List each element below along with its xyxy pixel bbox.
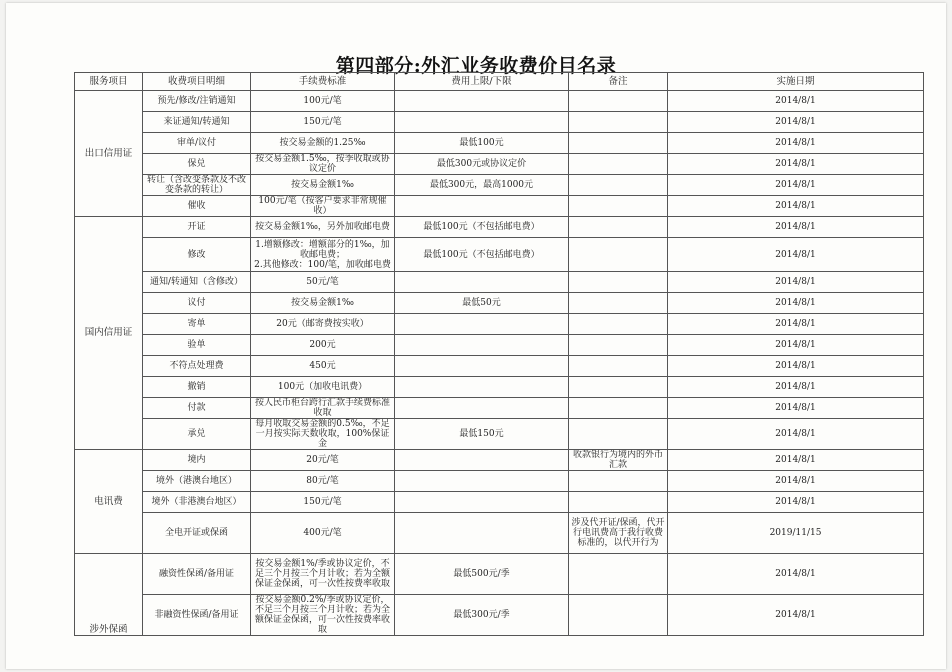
- date-cell: 2014/8/1: [668, 238, 924, 272]
- item-cell: 境外（非港澳台地区）: [143, 492, 251, 513]
- note-cell: [569, 238, 668, 272]
- standard-cell: 450元: [251, 356, 395, 377]
- item-cell: 不符点处理费: [143, 356, 251, 377]
- table-row: [75, 419, 924, 450]
- table-row: [75, 196, 924, 217]
- limit-cell: 最低300元/季: [395, 595, 569, 636]
- standard-cell: 150元/笔: [251, 492, 395, 513]
- date-cell: 2014/8/1: [668, 154, 924, 175]
- limit-cell: [395, 335, 569, 356]
- standard-cell: 按交易金额的1.25‰: [251, 133, 395, 154]
- limit-cell: [395, 356, 569, 377]
- note-cell: [569, 196, 668, 217]
- date-cell: 2014/8/1: [668, 377, 924, 398]
- table-row: [75, 356, 924, 377]
- note-cell: [569, 293, 668, 314]
- header-date: 实施日期: [668, 73, 924, 91]
- limit-cell: [395, 112, 569, 133]
- date-cell: 2019/11/15: [668, 513, 924, 554]
- header-item: 收费项目明细: [143, 73, 251, 91]
- standard-cell: 100元（加收电讯费）: [251, 377, 395, 398]
- limit-cell: [395, 471, 569, 492]
- table-row: [75, 133, 924, 154]
- service-cell: 电讯费: [75, 450, 143, 554]
- note-cell: [569, 91, 668, 112]
- limit-cell: 最低100元（不包括邮电费）: [395, 217, 569, 238]
- item-cell: 来证通知/转通知: [143, 112, 251, 133]
- date-cell: 2014/8/1: [668, 450, 924, 471]
- standard-cell: 80元/笔: [251, 471, 395, 492]
- header-limit: 费用上限/下限: [395, 73, 569, 91]
- standard-cell: 按交易金额1‰，另外加收邮电费: [251, 217, 395, 238]
- note-cell: [569, 554, 668, 595]
- limit-cell: [395, 450, 569, 471]
- limit-cell: [395, 377, 569, 398]
- service-cell: 涉外保函: [75, 554, 143, 636]
- item-cell: 预先/修改/注销通知: [143, 91, 251, 112]
- item-cell: 境内: [143, 450, 251, 471]
- standard-cell: 100元/笔（按客户要求非常规催收）: [251, 196, 395, 217]
- date-cell: 2014/8/1: [668, 554, 924, 595]
- standard-cell: 200元: [251, 335, 395, 356]
- item-cell: 修改: [143, 238, 251, 272]
- item-cell: 撤销: [143, 377, 251, 398]
- date-cell: 2014/8/1: [668, 595, 924, 636]
- limit-cell: [395, 91, 569, 112]
- limit-cell: [395, 513, 569, 554]
- date-cell: 2014/8/1: [668, 293, 924, 314]
- date-cell: 2014/8/1: [668, 492, 924, 513]
- table-row: [75, 272, 924, 293]
- item-cell: 付款: [143, 398, 251, 419]
- standard-cell: 20元（邮寄费按实收）: [251, 314, 395, 335]
- item-cell: 融资性保函/备用证: [143, 554, 251, 595]
- note-cell: [569, 154, 668, 175]
- table-row: [75, 377, 924, 398]
- note-cell: [569, 419, 668, 450]
- item-cell: 催收: [143, 196, 251, 217]
- limit-cell: [395, 272, 569, 293]
- date-cell: 2014/8/1: [668, 133, 924, 154]
- standard-cell: 每月收取交易金额的0.5‰，不足一月按实际天数收取，100%保证金: [251, 419, 395, 450]
- item-cell: 保兑: [143, 154, 251, 175]
- date-cell: 2014/8/1: [668, 314, 924, 335]
- note-cell: [569, 377, 668, 398]
- note-cell: [569, 133, 668, 154]
- date-cell: 2014/8/1: [668, 272, 924, 293]
- note-cell: [569, 398, 668, 419]
- date-cell: 2014/8/1: [668, 91, 924, 112]
- table-row: [75, 293, 924, 314]
- standard-cell: 20元/笔: [251, 450, 395, 471]
- note-cell: 收款银行为境内的外币汇款: [569, 450, 668, 471]
- standard-cell: 400元/笔: [251, 513, 395, 554]
- header-service: 服务项目: [75, 73, 143, 91]
- note-cell: [569, 314, 668, 335]
- note-cell: [569, 217, 668, 238]
- limit-cell: 最低50元: [395, 293, 569, 314]
- item-cell: 议付: [143, 293, 251, 314]
- item-cell: 全电开证或保函: [143, 513, 251, 554]
- service-cell: 出口信用证: [75, 91, 143, 217]
- item-cell: 非融资性保函/备用证: [143, 595, 251, 636]
- item-cell: 承兑: [143, 419, 251, 450]
- standard-cell: 100元/笔: [251, 91, 395, 112]
- document-title: 第四部分:外汇业务收费价目名录: [335, 55, 617, 77]
- table-header-row: [75, 73, 924, 91]
- note-cell: 涉及代开证/保函，代开行电讯费高于我行收费标准的，以代开行为: [569, 513, 668, 554]
- note-cell: [569, 356, 668, 377]
- limit-cell: [395, 398, 569, 419]
- standard-cell: 按交易金额1‰: [251, 293, 395, 314]
- note-cell: [569, 175, 668, 196]
- date-cell: 2014/8/1: [668, 419, 924, 450]
- header-standard: 手续费标准: [251, 73, 395, 91]
- standard-cell: 按交易金额0.2%/季或协议定价，不足三个月按三个月计收；若为全额保证金保函，可一次性按费率收取: [251, 595, 395, 636]
- date-cell: 2014/8/1: [668, 398, 924, 419]
- date-cell: 2014/8/1: [668, 196, 924, 217]
- item-cell: 通知/转通知（含修改）: [143, 272, 251, 293]
- standard-cell: 按交易金额1%/季或协议定价，不足三个月按三个月计收；若为全额保证金保函，可一次性按费率收取: [251, 554, 395, 595]
- item-cell: 开证: [143, 217, 251, 238]
- limit-cell: 最低100元: [395, 133, 569, 154]
- standard-cell: 按交易金额1‰: [251, 175, 395, 196]
- limit-cell: [395, 314, 569, 335]
- standard-cell: 150元/笔: [251, 112, 395, 133]
- date-cell: 2014/8/1: [668, 356, 924, 377]
- table-row: [75, 238, 924, 272]
- table-row: [75, 335, 924, 356]
- note-cell: [569, 492, 668, 513]
- date-cell: 2014/8/1: [668, 335, 924, 356]
- fee-table: [74, 72, 924, 636]
- limit-cell: 最低100元（不包括邮电费）: [395, 238, 569, 272]
- item-cell: 审单/议付: [143, 133, 251, 154]
- note-cell: [569, 112, 668, 133]
- item-cell: 转让（含改变条款及不改变条款的转让）: [143, 175, 251, 196]
- table-row: [75, 175, 924, 196]
- limit-cell: 最低150元: [395, 419, 569, 450]
- table-row: [75, 492, 924, 513]
- item-cell: 境外（港澳台地区）: [143, 471, 251, 492]
- table-row: [75, 112, 924, 133]
- date-cell: 2014/8/1: [668, 112, 924, 133]
- limit-cell: [395, 492, 569, 513]
- table-row: [75, 91, 924, 112]
- limit-cell: 最低300元或协议定价: [395, 154, 569, 175]
- table-row: [75, 450, 924, 471]
- table-row: [75, 217, 924, 238]
- note-cell: [569, 471, 668, 492]
- table-row: [75, 154, 924, 175]
- date-cell: 2014/8/1: [668, 175, 924, 196]
- date-cell: 2014/8/1: [668, 217, 924, 238]
- table-row: [75, 513, 924, 554]
- limit-cell: [395, 196, 569, 217]
- note-cell: [569, 272, 668, 293]
- item-cell: 验单: [143, 335, 251, 356]
- limit-cell: 最低300元，最高1000元: [395, 175, 569, 196]
- table-row: [75, 314, 924, 335]
- note-cell: [569, 595, 668, 636]
- document-page: [6, 3, 946, 669]
- standard-cell: 50元/笔: [251, 272, 395, 293]
- standard-cell: 按交易金额1.5‰，按季收取或协议定价: [251, 154, 395, 175]
- table-row: [75, 471, 924, 492]
- table-row: [75, 554, 924, 595]
- date-cell: 2014/8/1: [668, 471, 924, 492]
- service-cell: 国内信用证: [75, 217, 143, 450]
- table-row: [75, 595, 924, 636]
- header-note: 备注: [569, 73, 668, 91]
- table-row: [75, 398, 924, 419]
- note-cell: [569, 335, 668, 356]
- item-cell: 寄单: [143, 314, 251, 335]
- standard-cell: 1.增额修改：增额部分的1‰，加收邮电费； 2.其他修改：100/笔，加收邮电费: [251, 238, 395, 272]
- limit-cell: 最低500元/季: [395, 554, 569, 595]
- standard-cell: 按人民币柜台跨行汇款手续费标准收取: [251, 398, 395, 419]
